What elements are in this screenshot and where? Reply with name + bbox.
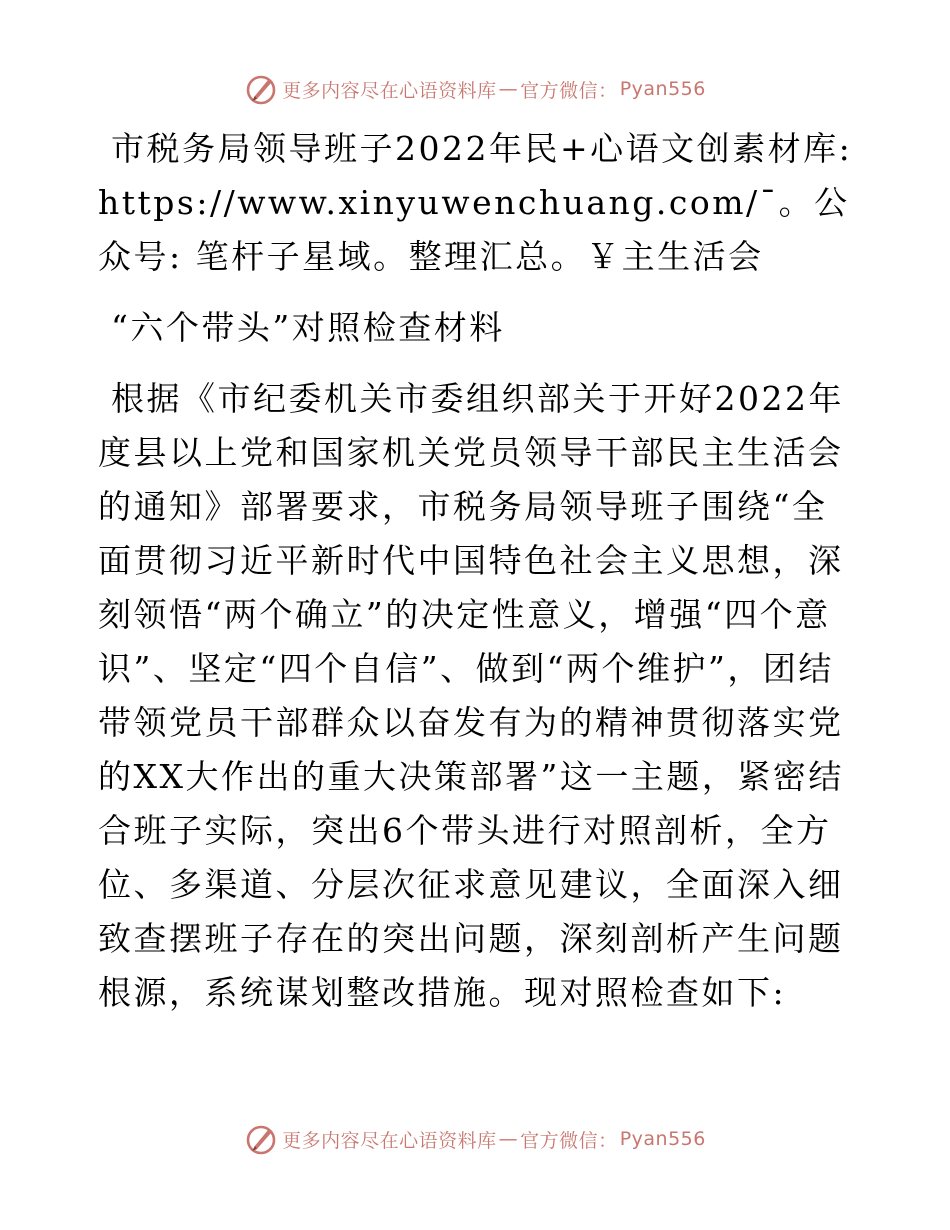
footer-watermark — [0, 1122, 950, 1156]
watermark-contact-id: Pyan556 — [619, 78, 706, 100]
watermark-site-text: 更多内容尽在心语资料库 — [282, 79, 497, 102]
document-subtitle: “六个带头”对照检查材料 — [98, 308, 505, 347]
watermark-separator: — — [498, 1128, 519, 1150]
document-paragraph: 根据《市纪委机关市委组织部关于开好2022年度县以上党和国家机关党员领导干部民主生活会的通知》部署要求，市税务局领导班子围绕“全面贯彻习近平新时代中国特色社会主义思想，深刻领悟“两个确立”的决定性意义，增强“四个意识”、坚定“四个自信”、做到“两个维护”，团结带领党员干部群众以奋发有为的精神贯彻落实党的XX大作出的重大决策部署”这一主题，紧密结合班子实际，突出6个带头进行对照剖析，全方位、多渠道、分层次征求意见建议，全面深入细致查摆班子存在的突出问题，深刻剖析产生问题根源，系统谋划整改措施。现对照检查如下: — [98, 379, 844, 1012]
header-watermark — [0, 72, 950, 106]
watermark-contact-label: 官方微信： — [520, 1129, 618, 1152]
watermark-logo-icon — [244, 72, 278, 106]
watermark-separator: — — [498, 78, 519, 100]
watermark-logo-icon — [244, 1122, 278, 1156]
document-heading: 市税务局领导班子2022年民+心语文创素材库: https://www.xinyuwenchuang.com/¯。公众号: 笔杆子星域。整理汇总。￥主生活会 — [98, 129, 853, 276]
watermark-contact-id: Pyan556 — [619, 1128, 706, 1150]
document-body — [98, 122, 858, 1020]
watermark-site-text: 更多内容尽在心语资料库 — [282, 1129, 497, 1152]
watermark-contact-label: 官方微信： — [520, 79, 618, 102]
